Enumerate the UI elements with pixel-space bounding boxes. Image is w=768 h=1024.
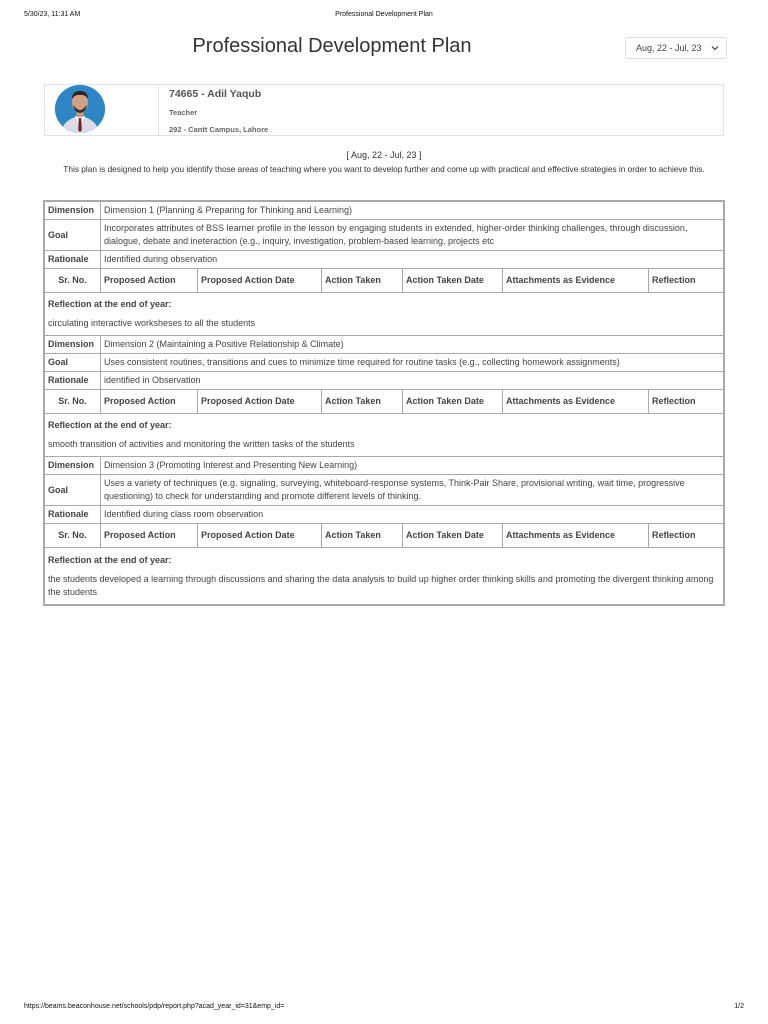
goal-label: Goal [45,354,101,372]
print-datetime: 5/30/23, 11:31 AM [24,11,81,18]
col-attachments: Attachments as Evidence [503,269,649,293]
period-heading: [ Aug, 22 - Jul, 23 ] [346,150,422,160]
action-header-row [45,524,724,548]
goal-value: Uses consistent routines, transitions and cues to minimize time required for routine tasks (e.g., collecting homework assignments) [101,354,724,372]
print-doc-title: Professional Development Plan [335,11,433,18]
rationale-value: Identified during observation [101,251,724,269]
academic-year-value: Aug, 22 - Jul, 23 [636,43,702,53]
col-reflection: Reflection [649,269,724,293]
reflection-row [45,293,724,336]
rationale-label: Rationale [45,372,101,390]
dimension-label: Dimension [45,202,101,220]
col-action-taken: Action Taken [322,269,403,293]
reflection-cell [45,548,724,605]
goal-row [45,220,724,251]
rationale-row [45,251,724,269]
dimension-row [45,336,724,354]
col-proposed-action-date: Proposed Action Date [198,390,322,414]
page-title: Professional Development Plan [192,35,472,57]
col-sr-no: Sr. No. [45,269,101,293]
employee-name: 74665 - Adil Yaqub [169,88,262,100]
action-header-row [45,390,724,414]
employee-photo [55,85,105,133]
dimension-row [45,202,724,220]
employee-profile-card [44,84,724,136]
col-attachments: Attachments as Evidence [503,524,649,548]
action-header-row [45,269,724,293]
avatar [55,85,105,133]
dimension-value: Dimension 1 (Planning & Preparing for Thinking and Learning) [101,202,724,220]
dimension-label: Dimension [45,457,101,475]
goal-value: Incorporates attributes of BSS learner profile in the lesson by engaging students in extended, higher-order thinking challenges, through discussion, dialogue, debate and ineteraction (e.g., inquiry, investigation, problem-based learning, projects etc [101,220,724,251]
print-page-number: 1/2 [734,1003,744,1010]
rationale-value: Identified during class room observation [101,506,724,524]
dimension-value: Dimension 3 (Promoting Interest and Presenting New Learning) [101,457,724,475]
reflection-title: Reflection at the end of year: [48,554,172,565]
col-action-taken-date: Action Taken Date [403,524,503,548]
reflection-text: the students developed a learning through discussions and sharing the data analysis to build up higher order thinking skills and promoting the divergent thinking among the students [48,573,714,597]
rationale-label: Rationale [45,506,101,524]
avatar-cell [45,85,159,135]
col-action-taken-date: Action Taken Date [403,390,503,414]
goal-label: Goal [45,220,101,251]
reflection-text: smooth transition of activities and monitoring the written tasks of the students [48,439,355,449]
col-proposed-action-date: Proposed Action Date [198,524,322,548]
rationale-row [45,506,724,524]
col-action-taken-date: Action Taken Date [403,269,503,293]
academic-year-select[interactable] [625,37,727,59]
rationale-label: Rationale [45,251,101,269]
reflection-row [45,414,724,457]
reflection-cell [45,293,724,336]
col-proposed-action: Proposed Action [101,390,198,414]
col-action-taken: Action Taken [322,524,403,548]
employee-role: Teacher [169,108,198,117]
col-proposed-action: Proposed Action [101,269,198,293]
reflection-cell [45,414,724,457]
reflection-title: Reflection at the end of year: [48,299,172,309]
goal-label: Goal [45,475,101,506]
col-sr-no: Sr. No. [45,524,101,548]
col-proposed-action-date: Proposed Action Date [198,269,322,293]
col-proposed-action: Proposed Action [101,524,198,548]
col-reflection: Reflection [649,524,724,548]
dimension-label: Dimension [45,336,101,354]
chevron-down-icon [709,42,721,54]
rationale-row [45,372,724,390]
pdp-table-wrapper [43,200,725,606]
print-url: https://beams.beaconhouse.net/schools/pdp/report.php?acad_year_id=31&emp_id= [24,1003,285,1010]
col-action-taken: Action Taken [322,390,403,414]
col-reflection: Reflection [649,390,724,414]
reflection-text: circulating interactive worksheses to all the students [48,318,256,328]
dimension-value: Dimension 2 (Maintaining a Positive Relationship & Climate) [101,336,724,354]
employee-info [169,88,268,134]
goal-row [45,354,724,372]
reflection-row [45,548,724,605]
dimension-row [45,457,724,475]
plan-intro: This plan is designed to help you identify those areas of teaching where you want to develop further and come up with practical and effective strategies in order to achieve this. [63,164,705,174]
reflection-title: Reflection at the end of year: [48,420,172,430]
employee-campus: 292 - Cantt Campus, Lahore [169,125,269,134]
rationale-value: identified in Observation [101,372,724,390]
pdp-table [44,201,724,605]
goal-value: Uses a variety of techniques (e.g. signaling, surveying, whiteboard-response systems, Think-Pair Share, provisional writing, wait time, progressive questioning) to check for understanding and promote different levels of thinking. [101,475,724,506]
col-sr-no: Sr. No. [45,390,101,414]
col-attachments: Attachments as Evidence [503,390,649,414]
goal-row [45,475,724,506]
